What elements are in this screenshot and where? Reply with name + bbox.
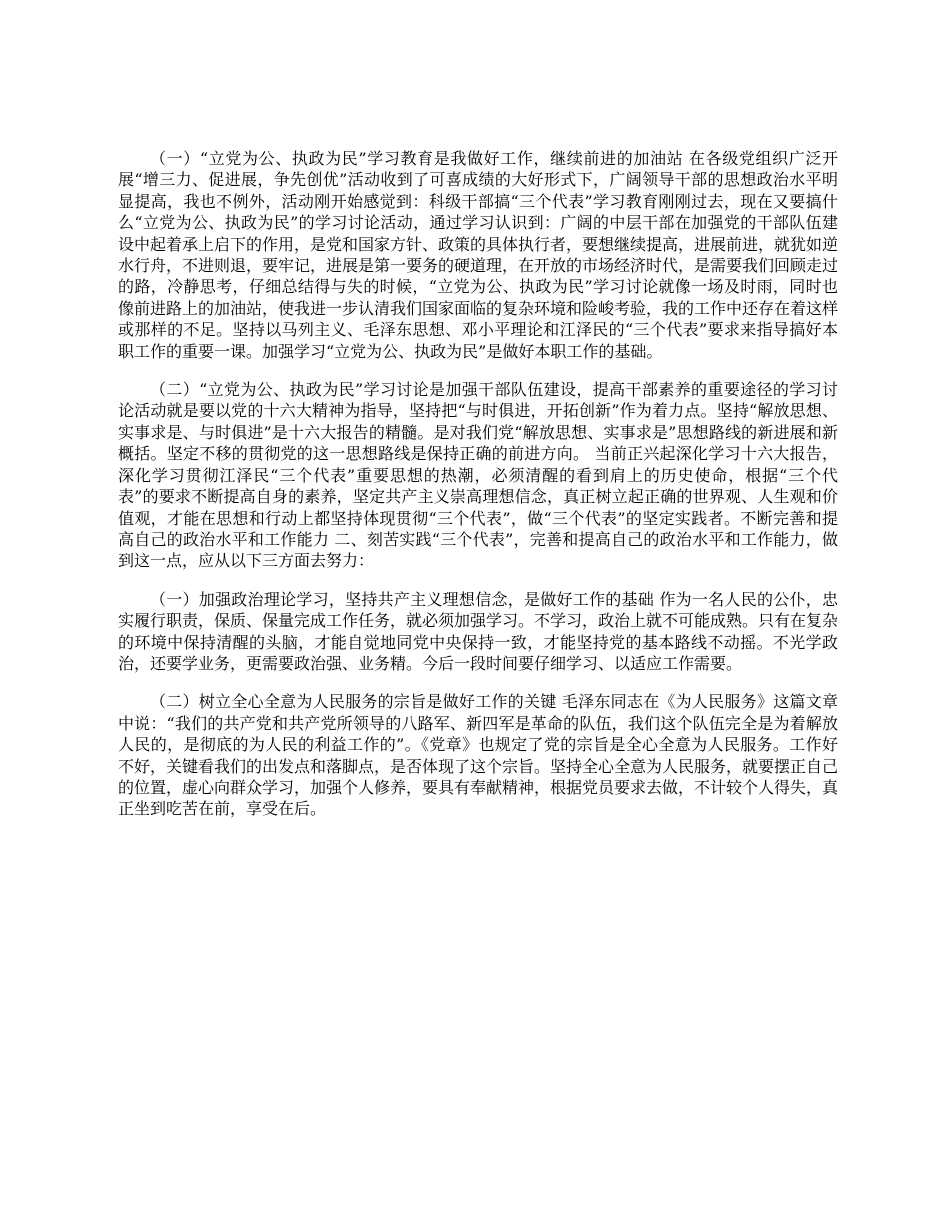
- paragraph-2: （二）“立党为公、执政为民”学习讨论是加强干部队伍建设，提高干部素养的重要途径的学习讨论活动就是要以党的十六大精神为指导，坚持把“与时俱进，开拓创新”作为着力点。坚持“解放思想、实事求是、与时俱进”是十六大报告的精髓。是对我们党“解放思想、实事求是”思想路线的新进展和新概括。坚定不移的贯彻党的这一思想路线是保持正确的前进方向。 当前正兴起深化学习十六大报告，深化学习贯彻江泽民“三个代表”重要思想的热潮，必须清醒的看到肩上的历史使命，根据“三个代表”的要求不断提高自身的素养，坚定共产主义崇高理想信念，真正树立起正确的世界观、人生观和价值观，才能在思想和行动上都坚持体现贯彻“三个代表”，做“三个代表”的坚定实践者。不断完善和提高自己的政治水平和工作能力 二、刻苦实践“三个代表”，完善和提高自己的政治水平和工作能力，做到这一点，应从以下三方面去努力：: [118, 380, 838, 571]
- paragraph-4: （二）树立全心全意为人民服务的宗旨是做好工作的关键 毛泽东同志在《为人民服务》这篇文章中说：“我们的共产党和共产党所领导的八路军、新四军是革命的队伍，我们这个队伍完全是为着解放人民的，是彻底的为人民的利益工作的”。《党章》也规定了党的宗旨是全心全意为人民服务。工作好不好，关键看我们的出发点和落脚点，是否体现了这个宗旨。坚持全心全意为人民服务，就要摆正自己的位置，虚心向群众学习，加强个人修养，要具有奉献精神，根据党员要求去做，不计较个人得失，真正坐到吃苦在前，享受在后。: [118, 692, 839, 819]
- paragraph-1: （一）“立党为公、执政为民”学习教育是我做好工作，继续前进的加油站 在各级党组织广泛开展“增三力、促进展，争先创优”活动收到了可喜成绩的大好形式下，广阔领导干部的思想政治水平明显提高，我也不例外，活动刚开始感觉到：科级干部搞“三个代表”学习教育刚刚过去，现在又要搞什么“立党为公、执政为民”的学习讨论活动，通过学习认识到：广阔的中层干部在加强党的干部队伍建设中起着承上启下的作用，是党和国家方针、政策的具体执行者，要想继续提高，进展前进，就犹如逆水行舟，不进则退，要牢记，进展是第一要务的硬道理，在开放的市场经济时代，是需要我们回顾走过的路，冷静思考，仔细总结得与失的时候，“立党为公、执政为民”学习讨论就像一场及时雨，同时也像前进路上的加油站，使我进一步认清我们国家面临的复杂环境和险峻考验，我的工作中还存在着这样或那样的不足。坚持以马列主义、毛泽东思想、邓小平理论和江泽民的“三个代表”要求来指导搞好本职工作的重要一课。加强学习“立党为公、执政为民”是做好本职工作的基础。: [118, 149, 839, 361]
- paragraph-3: （一）加强政治理论学习，坚持共产主义理想信念，是做好工作的基础 作为一名人民的公仆，忠实履行职责，保质、保量完成工作任务，就必须加强学习。不学习，政治上就不可能成熟。只有在复杂的环境中保持清醒的头脑，才能自觉地同党中央保持一致，才能坚持党的基本路线不动摇。不光学政治，还要学业务，更需要政治强、业务精。今后一段时间要仔细学习、以适应工作需要。: [118, 589, 839, 673]
- document-body: [118, 148, 838, 837]
